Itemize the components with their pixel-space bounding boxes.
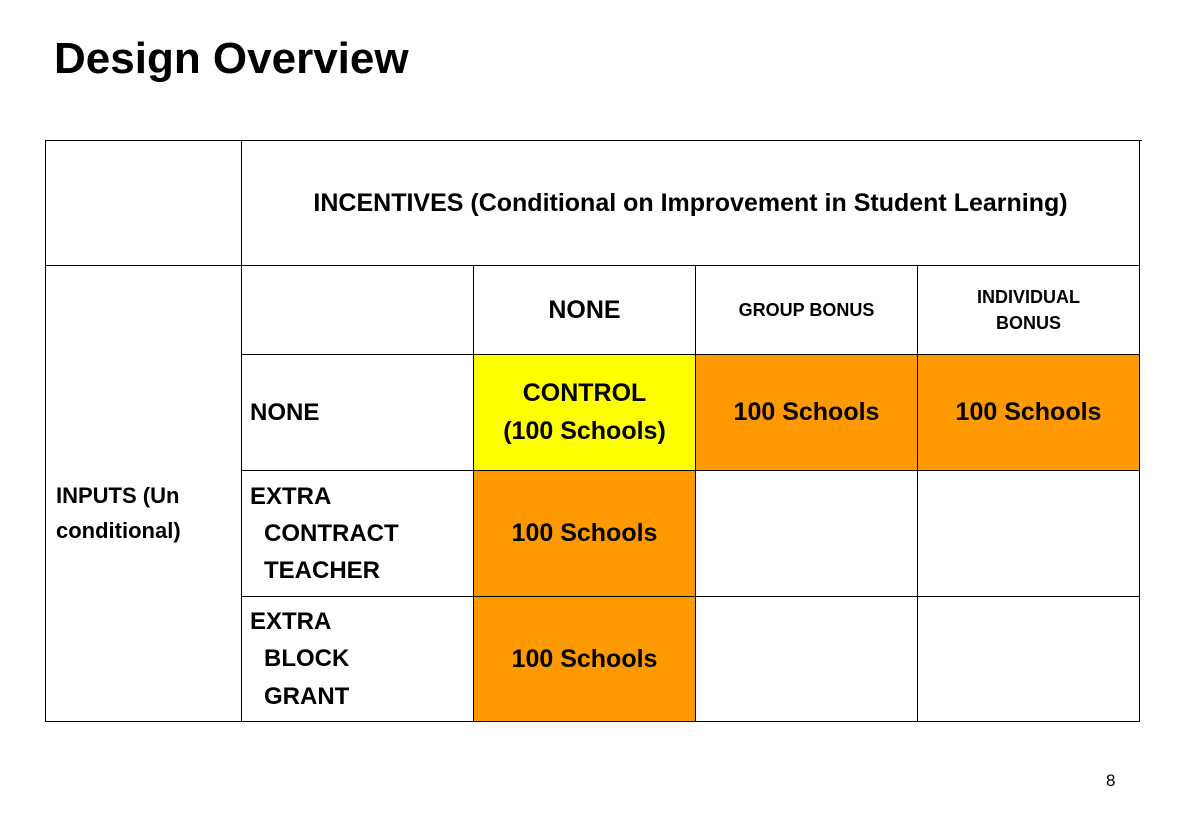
empty-cell (918, 471, 1140, 597)
corner-cell (46, 141, 242, 266)
design-table (45, 140, 1142, 722)
control-line2: (100 Schools) (503, 416, 666, 445)
row-label-extra-contract-teacher (242, 471, 474, 597)
page-title: Design Overview (54, 34, 409, 83)
row-label-ebg-line2: BLOCK (264, 645, 350, 673)
row-label-ect-line3: TEACHER (264, 557, 381, 585)
incentives-header: INCENTIVES (Conditional on Improvement in Student Learning) (242, 141, 1140, 266)
row-label-extra-block-grant (242, 597, 474, 722)
inputs-label (46, 266, 242, 722)
col-header-none: NONE (474, 266, 696, 355)
control-line1: CONTROL (522, 379, 647, 407)
row-label-ect-line2: CONTRACT (264, 519, 399, 547)
control-cell (474, 355, 696, 471)
empty-cell (696, 471, 918, 597)
contract-teacher-cell: 100 Schools (474, 471, 696, 597)
inputs-label-line1: INPUTS (Un (56, 483, 180, 509)
col-header-individual-bonus: INDIVIDUAL BONUS (918, 266, 1140, 355)
empty-cell (918, 597, 1140, 722)
row-label-none: NONE (242, 355, 474, 471)
col-header-group-bonus: GROUP BONUS (696, 266, 918, 355)
row-label-ebg-line1: EXTRA (250, 608, 332, 636)
subheader-blank-cell (242, 266, 474, 355)
row-label-ebg-line3: GRANT (264, 682, 350, 710)
block-grant-cell: 100 Schools (474, 597, 696, 722)
row-label-ect-line1: EXTRA (250, 482, 332, 510)
individual-bonus-cell: 100 Schools (918, 355, 1140, 471)
group-bonus-cell: 100 Schools (696, 355, 918, 471)
page-number: 8 (1106, 771, 1116, 790)
empty-cell (696, 597, 918, 722)
inputs-label-line2: conditional) (56, 517, 181, 543)
